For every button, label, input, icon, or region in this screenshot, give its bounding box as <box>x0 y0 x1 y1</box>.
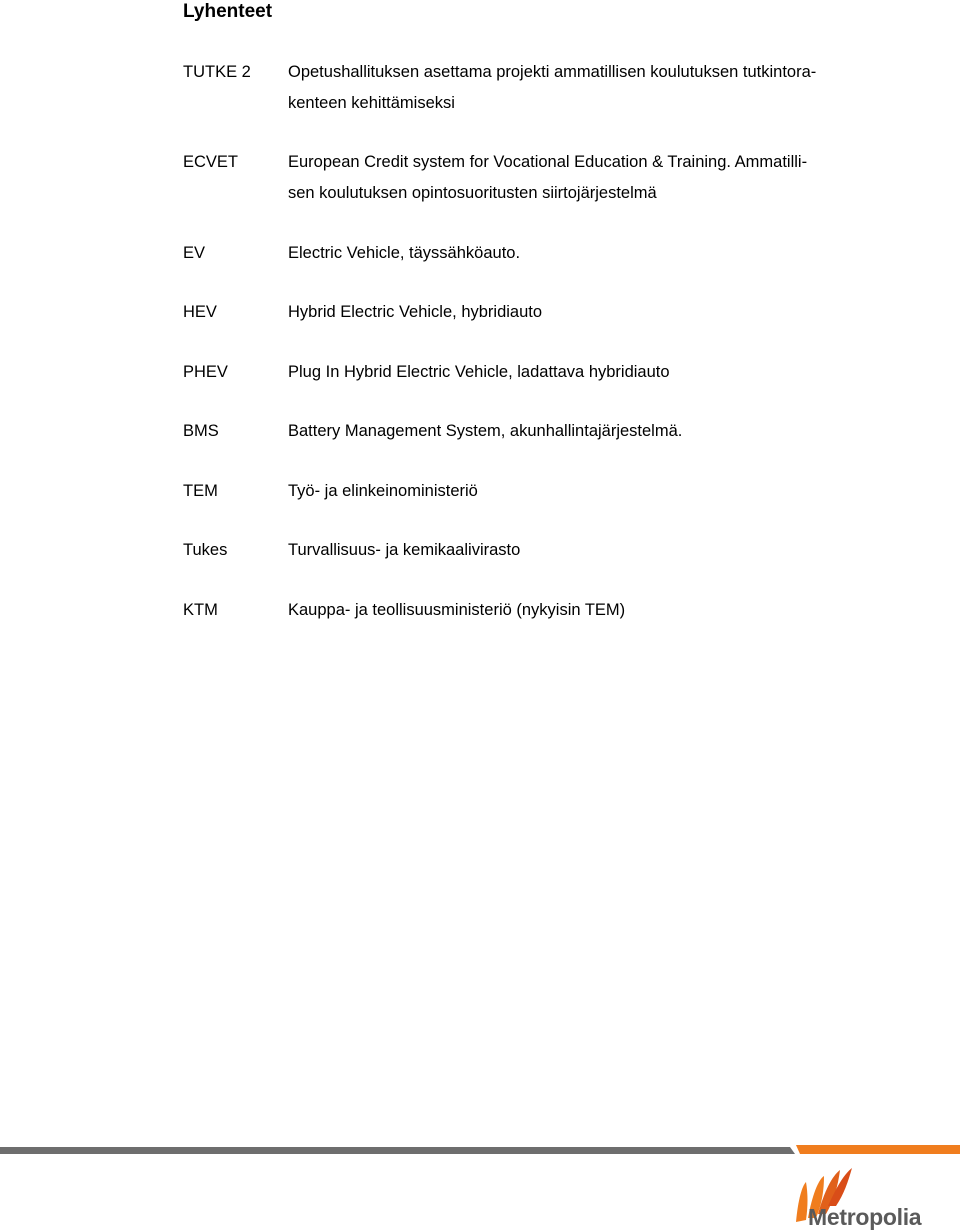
abbreviation: TEM <box>183 482 218 500</box>
abbreviation: PHEV <box>183 363 228 381</box>
definition: Plug In Hybrid Electric Vehicle, ladattava hybridiauto <box>288 363 670 381</box>
definition-line: Opetushallituksen asettama projekti ammatillisen koulutuksen tutkintora- <box>288 63 817 81</box>
definition: Turvallisuus- ja kemikaalivirasto <box>288 541 521 559</box>
footer-bar <box>0 1145 960 1154</box>
abbreviation: HEV <box>183 303 217 321</box>
definition: Hybrid Electric Vehicle, hybridiauto <box>288 303 543 321</box>
abbreviation: TUTKE 2 <box>183 63 251 81</box>
metropolia-logo-text: Metropolia <box>808 1204 922 1230</box>
abbreviation: Tukes <box>183 541 228 559</box>
definition: Kauppa- ja teollisuusministeriö (nykyisin TEM) <box>288 601 626 619</box>
definition-line: European Credit system for Vocational Education & Training. Ammatilli- <box>288 153 808 171</box>
abbreviation: KTM <box>183 601 218 619</box>
abbreviation: EV <box>183 244 206 262</box>
page-title: Lyhenteet <box>183 1 273 22</box>
abbreviation: BMS <box>183 422 219 440</box>
footer-bar-orange <box>796 1145 960 1154</box>
definition-line: sen koulutuksen opintosuoritusten siirtojärjestelmä <box>288 184 657 202</box>
definition <box>288 57 873 119</box>
abbreviation: ECVET <box>183 153 239 171</box>
definition: Työ- ja elinkeinoministeriö <box>288 482 478 500</box>
definition: Electric Vehicle, täyssähköauto. <box>288 244 521 262</box>
definition <box>288 147 873 209</box>
definition-line: kenteen kehittämiseksi <box>288 94 455 112</box>
footer-bar-gray <box>0 1147 795 1154</box>
definition: Battery Management System, akunhallintajärjestelmä. <box>288 422 683 440</box>
